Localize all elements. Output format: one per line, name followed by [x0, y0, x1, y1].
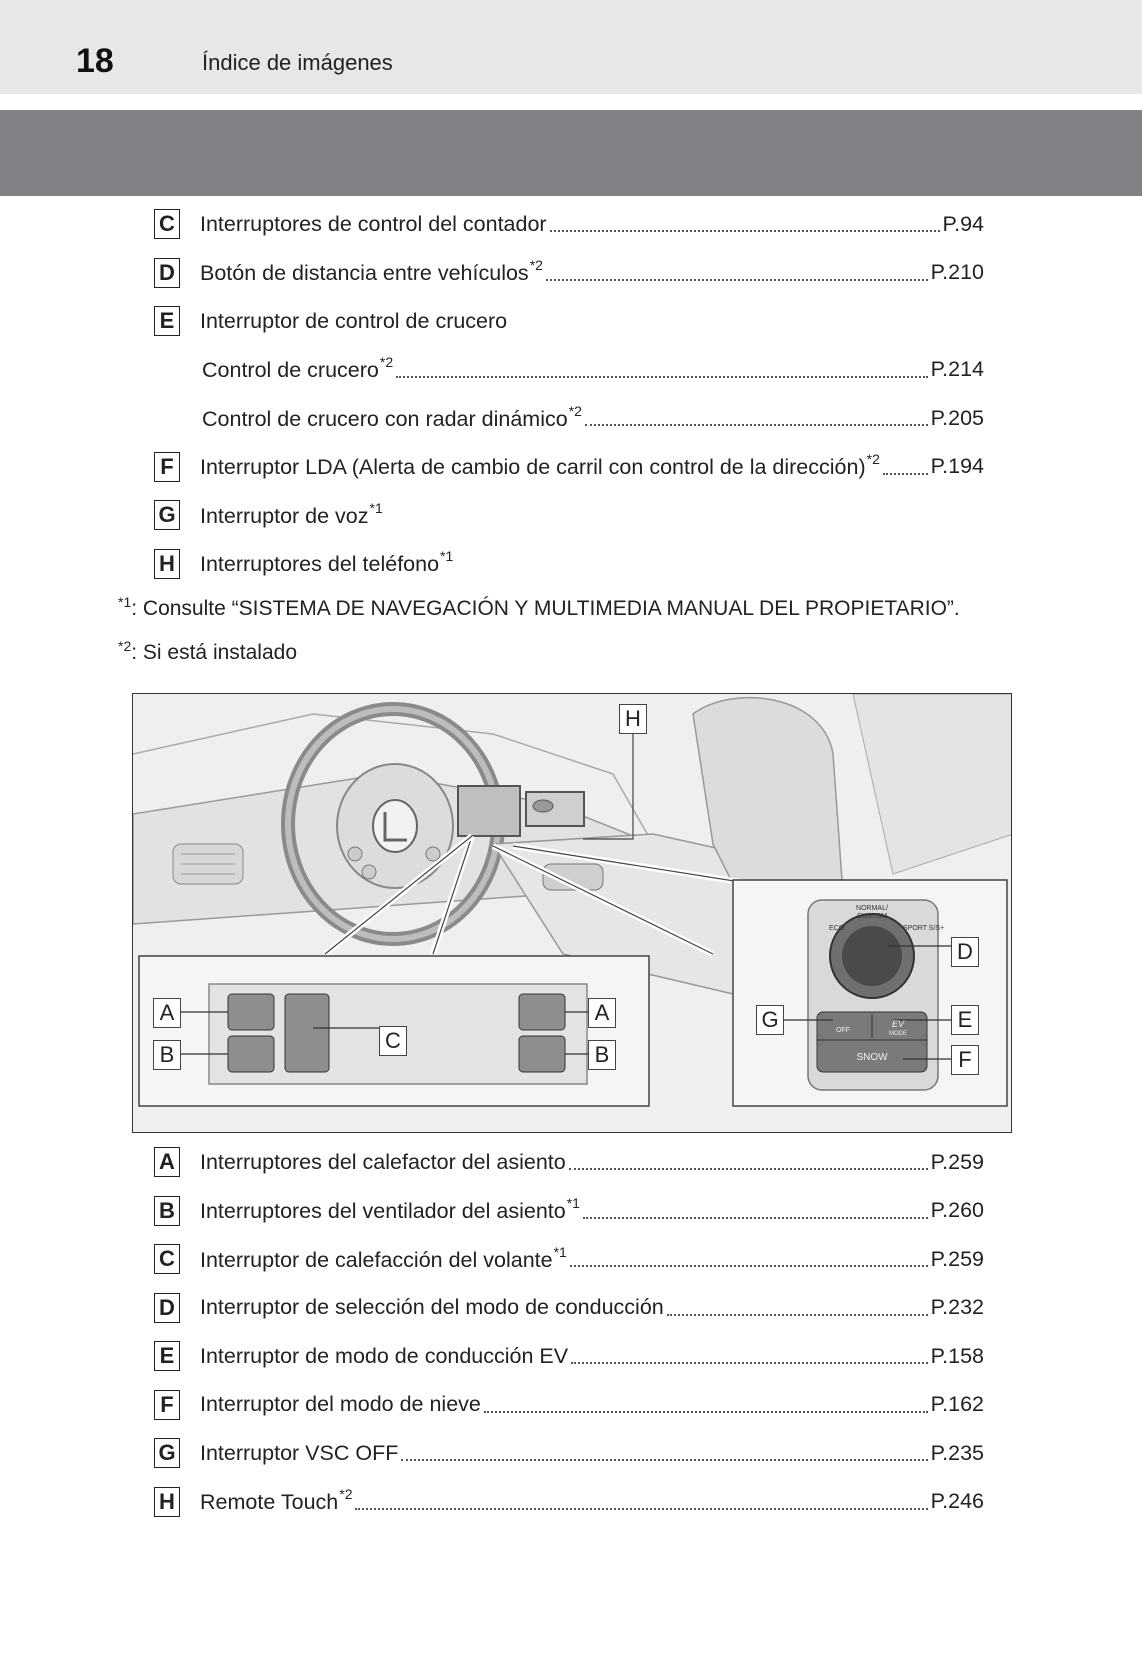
selector-label-eco: ECO: [829, 925, 845, 932]
selector-label-custom: CUSTOM: [856, 913, 888, 920]
item-label-text: Control de crucero: [202, 358, 379, 383]
callout-g: G: [756, 1005, 784, 1035]
callout-b-left: B: [153, 1040, 181, 1070]
footnote-1: [118, 594, 960, 621]
item-letter-box: D: [154, 1293, 180, 1323]
selector-label-snow: SNOW: [856, 1052, 888, 1063]
list-subitem: [154, 346, 984, 395]
footnote-text: : Consulte “SISTEMA DE NAVEGACIÓN Y MULTIMEDIA MANUAL DEL PROPIETARIO”.: [131, 597, 960, 620]
footnote-mark: *1: [118, 594, 132, 610]
list-item: [154, 1478, 984, 1527]
list-item: [154, 1332, 984, 1381]
item-label-text: Interruptor de selección del modo de conducción: [200, 1295, 664, 1320]
list-item: [154, 1138, 984, 1187]
page-number: 18: [76, 42, 114, 80]
item-label: [200, 499, 383, 529]
list-item: [154, 297, 984, 346]
item-page-ref: P.162: [930, 1392, 984, 1417]
item-label: [200, 212, 547, 237]
leader-dots: [550, 230, 940, 232]
selector-label-ev: EV: [891, 1019, 905, 1029]
item-label-text: Interruptor de modo de conducción EV: [200, 1343, 569, 1368]
footnote-ref: *2: [529, 257, 543, 274]
item-letter-box: A: [154, 1147, 180, 1177]
item-label: [200, 259, 543, 286]
leader-dots: [571, 1362, 927, 1364]
item-label: [202, 356, 393, 383]
item-page-ref: P.235: [930, 1440, 984, 1465]
list-item: [154, 249, 984, 298]
leader-dots: [401, 1459, 927, 1461]
item-page-ref: P.259: [930, 1246, 984, 1271]
list-item: [154, 491, 984, 540]
callout-a-left: A: [153, 998, 181, 1028]
header-bar: [0, 0, 1142, 94]
item-label-text: Interruptor LDA (Alerta de cambio de carril con control de la dirección): [200, 455, 866, 480]
leader-dots: [583, 1217, 928, 1219]
item-label: [200, 1150, 566, 1175]
item-page-ref: P.210: [930, 260, 984, 285]
footnote-ref: *2: [339, 1486, 353, 1503]
footnote-mark: *2: [118, 638, 132, 654]
list-item: [154, 540, 984, 589]
item-letter-box: B: [154, 1196, 180, 1226]
item-letter-box: G: [154, 500, 180, 530]
item-label: [200, 309, 507, 334]
list-item: [154, 200, 984, 249]
item-label-text: Interruptores del teléfono: [200, 552, 440, 577]
interior-illustration: [132, 693, 1012, 1133]
item-page-ref: P.214: [930, 357, 984, 382]
item-page-ref: P.194: [930, 454, 984, 479]
list-item: [154, 1381, 984, 1430]
callout-a-right: A: [588, 998, 616, 1028]
footnote-ref: *1: [369, 499, 383, 516]
callout-d: D: [951, 937, 979, 967]
leader-dots: [546, 279, 928, 281]
item-label: [200, 1488, 352, 1515]
list-item: [154, 1235, 984, 1284]
leader-dots: [667, 1314, 928, 1316]
item-page-ref: P.260: [930, 1198, 984, 1223]
header-band: [0, 110, 1142, 196]
item-label-text: Interruptor de voz: [200, 503, 369, 528]
interior-drawing: [133, 694, 1012, 1133]
item-page-ref: P.94: [942, 211, 984, 236]
bottom-item-list: [154, 1138, 984, 1526]
selector-label-ev-mode: MODE: [889, 1031, 907, 1037]
leader-dots: [585, 424, 928, 426]
item-letter-box: D: [154, 258, 180, 288]
footnote-ref: *1: [566, 1195, 580, 1212]
list-item: [154, 1429, 984, 1478]
item-label: [200, 1197, 580, 1224]
item-label-text: Interruptores del calefactor del asiento: [200, 1149, 566, 1174]
callout-b-right: B: [588, 1040, 616, 1070]
item-letter-box: F: [154, 1390, 180, 1420]
footnote-2: [118, 638, 297, 665]
item-letter-box: F: [154, 452, 180, 482]
page-title: Índice de imágenes: [202, 50, 393, 75]
callout-e: E: [951, 1005, 979, 1035]
item-label: [200, 1392, 481, 1417]
item-letter-box: C: [154, 1244, 180, 1274]
item-label-text: Control de crucero con radar dinámico: [202, 406, 568, 431]
list-item: [154, 1187, 984, 1236]
selector-label-normal: NORMAL/: [856, 905, 888, 912]
footnote-ref: *2: [866, 451, 880, 468]
item-page-ref: P.232: [930, 1295, 984, 1320]
item-label: [200, 1441, 398, 1466]
selector-label-off: OFF: [836, 1027, 850, 1034]
callout-f: F: [951, 1045, 979, 1075]
footnote-ref: *1: [440, 548, 454, 565]
item-page-ref: P.259: [930, 1149, 984, 1174]
item-letter-box: H: [154, 549, 180, 579]
item-label-text: Interruptor de calefacción del volante: [200, 1247, 553, 1272]
footnote-text: : Si está instalado: [131, 641, 297, 664]
footnote-ref: *2: [568, 402, 582, 419]
item-label-text: Interruptor de control de crucero: [200, 308, 508, 333]
item-label: [200, 453, 880, 480]
leader-dots: [570, 1265, 928, 1267]
item-label: [200, 550, 453, 577]
leader-dots: [484, 1411, 928, 1413]
item-label-text: Interruptores de control del contador: [200, 211, 547, 236]
item-page-ref: P.205: [930, 405, 984, 430]
leader-dots: [569, 1168, 928, 1170]
leader-dots: [355, 1508, 927, 1510]
item-page-ref: P.158: [930, 1343, 984, 1368]
item-label-text: Remote Touch: [200, 1490, 339, 1515]
item-label-text: Interruptor del modo de nieve: [200, 1392, 481, 1417]
item-label: [202, 402, 582, 432]
item-letter-box: E: [154, 306, 180, 336]
footnote-ref: *2: [379, 354, 394, 371]
list-item: [154, 443, 984, 492]
callout-h: H: [619, 704, 647, 734]
item-page-ref: P.246: [930, 1489, 984, 1514]
item-label: [200, 1243, 567, 1273]
item-letter-box: C: [154, 209, 180, 239]
item-letter-box: H: [154, 1487, 180, 1517]
item-letter-box: G: [154, 1438, 180, 1468]
item-label: [200, 1344, 568, 1369]
callout-c: C: [379, 1026, 407, 1056]
item-label-text: Interruptor VSC OFF: [200, 1440, 399, 1465]
top-item-list: [154, 200, 984, 588]
item-label-text: Interruptores del ventilador del asiento: [200, 1199, 566, 1224]
item-label-text: Botón de distancia entre vehículos: [200, 261, 529, 286]
list-subitem: [154, 394, 984, 443]
leader-dots: [396, 376, 927, 378]
item-label: [200, 1295, 664, 1320]
leader-dots: [883, 473, 928, 475]
item-letter-box: E: [154, 1341, 180, 1371]
selector-label-sport: SPORT S/S+: [903, 925, 945, 932]
list-item: [154, 1284, 984, 1333]
footnote-ref: *1: [553, 1243, 567, 1260]
